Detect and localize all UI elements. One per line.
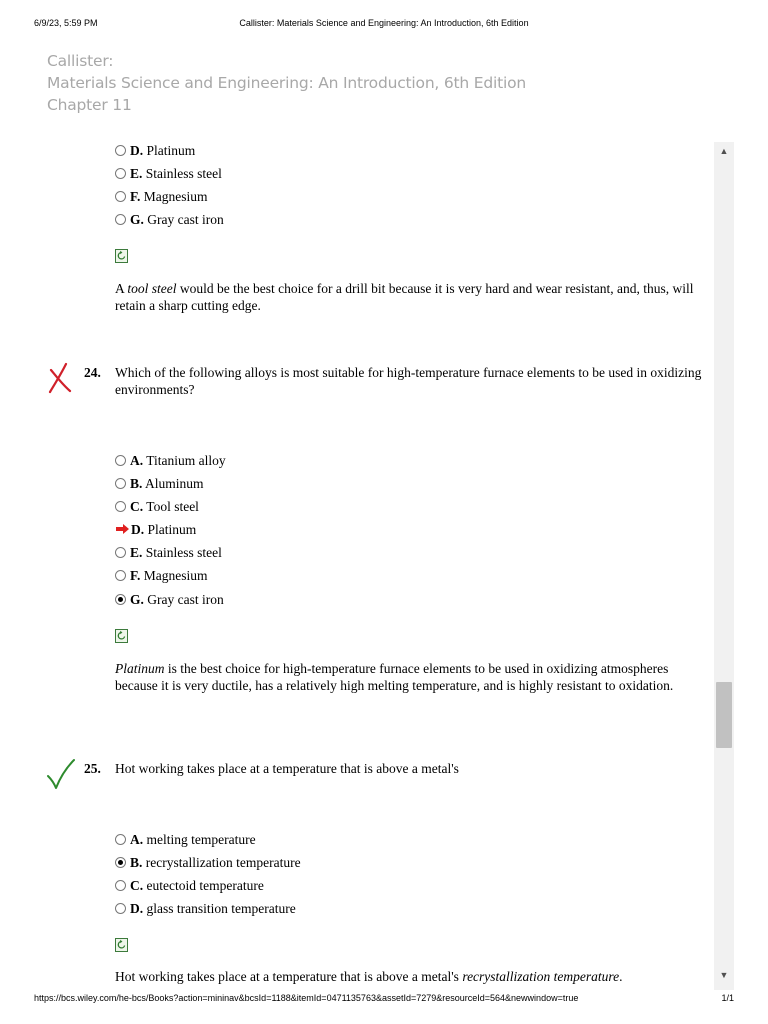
q25-number: 25. xyxy=(84,761,101,776)
option-text: recrystallization temperature xyxy=(145,855,301,870)
option-text: Magnesium xyxy=(143,568,208,583)
print-doc-title: Callister: Materials Science and Engineering: An Introduction, 6th Edition xyxy=(239,18,529,28)
print-date: 6/9/23, 5:59 PM xyxy=(34,18,98,28)
vertical-scrollbar[interactable] xyxy=(714,142,734,990)
radio-icon[interactable] xyxy=(115,191,126,202)
option-text: Platinum xyxy=(147,522,197,537)
green-check-icon xyxy=(46,758,76,794)
option-text: Platinum xyxy=(146,143,196,158)
q23-option-f[interactable] xyxy=(115,188,208,205)
option-text: glass transition temperature xyxy=(146,901,296,916)
book-title xyxy=(47,50,526,116)
print-header xyxy=(34,18,734,32)
option-letter: C. xyxy=(130,499,144,514)
option-letter: E. xyxy=(130,545,143,560)
q25-option-c[interactable] xyxy=(115,877,264,894)
refresh-feedback-icon[interactable] xyxy=(115,629,128,643)
option-letter: F. xyxy=(130,568,141,583)
q24-option-c[interactable] xyxy=(115,498,199,515)
q23-option-d[interactable] xyxy=(115,142,195,159)
radio-icon[interactable] xyxy=(115,570,126,581)
radio-icon[interactable] xyxy=(115,145,126,156)
chapter-label: Chapter 11 xyxy=(47,96,132,114)
refresh-feedback-icon[interactable] xyxy=(115,938,128,952)
option-letter: G. xyxy=(130,212,144,227)
radio-icon[interactable] xyxy=(115,168,126,179)
refresh-feedback-icon[interactable] xyxy=(115,249,128,263)
explanation-text: Hot working takes place at a temperature that is above a metal's xyxy=(115,969,463,984)
explanation-text: A xyxy=(115,281,128,296)
option-letter: D. xyxy=(130,143,144,158)
option-text: melting temperature xyxy=(146,832,256,847)
page-number: 1/1 xyxy=(721,993,734,1003)
book-author: Callister: xyxy=(47,52,114,70)
option-letter: F. xyxy=(130,189,141,204)
radio-icon[interactable] xyxy=(115,455,126,466)
red-arrow-icon xyxy=(115,521,130,538)
option-text: Titanium alloy xyxy=(146,453,226,468)
scroll-thumb[interactable] xyxy=(716,682,732,748)
option-letter: C. xyxy=(130,878,144,893)
explanation-text: . xyxy=(619,969,623,984)
q23-explanation xyxy=(115,280,705,314)
option-letter: D. xyxy=(131,522,145,537)
q24-explanation xyxy=(115,660,705,694)
q25-option-d[interactable] xyxy=(115,900,296,917)
q24-option-a[interactable] xyxy=(115,452,226,469)
q24-question-text: Which of the following alloys is most suitable for high-temperature furnace elements to be used in oxidizing environments? xyxy=(115,365,702,397)
q25-option-b[interactable] xyxy=(115,854,301,871)
option-text: Tool steel xyxy=(146,499,199,514)
option-letter: G. xyxy=(130,592,144,607)
option-letter: B. xyxy=(130,855,143,870)
radio-icon[interactable] xyxy=(115,214,126,225)
scroll-up-arrow-icon[interactable]: ▲ xyxy=(719,146,729,156)
scroll-down-arrow-icon[interactable]: ▼ xyxy=(719,970,729,980)
radio-icon[interactable] xyxy=(115,547,126,558)
red-x-icon xyxy=(46,362,72,398)
q24-option-b[interactable] xyxy=(115,475,204,492)
explanation-emphasis: Platinum xyxy=(115,661,165,676)
option-text: Gray cast iron xyxy=(147,592,224,607)
q23-option-e[interactable] xyxy=(115,165,222,182)
explanation-text: is the best choice for high-temperature furnace elements to be used in oxidizing atmospheres because it is very ductile, has a relatively high melting temperature, and is highly resistant to oxidation. xyxy=(115,661,674,693)
radio-icon[interactable] xyxy=(115,834,126,845)
q24-number: 24. xyxy=(84,365,101,380)
radio-selected-icon[interactable] xyxy=(115,594,126,605)
option-letter: B. xyxy=(130,476,143,491)
q25-question-text: Hot working takes place at a temperature that is above a metal's xyxy=(115,761,459,776)
page-url: https://bcs.wiley.com/he-bcs/Books?action=mininav&bcsId=1188&itemId=0471135763&assetId=7279&resourceId=564&newwindow=true xyxy=(34,993,579,1003)
radio-icon[interactable] xyxy=(115,880,126,891)
quiz-frame[interactable] xyxy=(34,142,734,990)
option-text: Stainless steel xyxy=(145,545,222,560)
option-text: Magnesium xyxy=(143,189,208,204)
q24-option-g[interactable] xyxy=(115,591,224,608)
q24-option-e[interactable] xyxy=(115,544,222,561)
option-text: Aluminum xyxy=(145,476,204,491)
q25-option-a[interactable] xyxy=(115,831,256,848)
q24-option-f[interactable] xyxy=(115,567,208,584)
explanation-emphasis: tool steel xyxy=(127,281,177,296)
explanation-emphasis: recrystallization temperature xyxy=(462,969,620,984)
option-text: eutectoid temperature xyxy=(146,878,264,893)
option-text: Stainless steel xyxy=(145,166,222,181)
option-letter: A. xyxy=(130,832,144,847)
q23-option-g[interactable] xyxy=(115,211,224,228)
radio-icon[interactable] xyxy=(115,478,126,489)
book-name: Materials Science and Engineering: An Introduction, 6th Edition xyxy=(47,74,527,92)
radio-selected-icon[interactable] xyxy=(115,857,126,868)
q25-explanation xyxy=(115,968,715,985)
option-letter: D. xyxy=(130,901,144,916)
explanation-text: would be the best choice for a drill bit because it is very hard and wear resistant, and, thus, will retain a sharp cutting edge. xyxy=(115,281,694,313)
option-text: Gray cast iron xyxy=(147,212,224,227)
radio-icon[interactable] xyxy=(115,501,126,512)
q24-option-d[interactable] xyxy=(115,521,196,538)
radio-icon[interactable] xyxy=(115,903,126,914)
option-letter: A. xyxy=(130,453,144,468)
option-letter: E. xyxy=(130,166,143,181)
